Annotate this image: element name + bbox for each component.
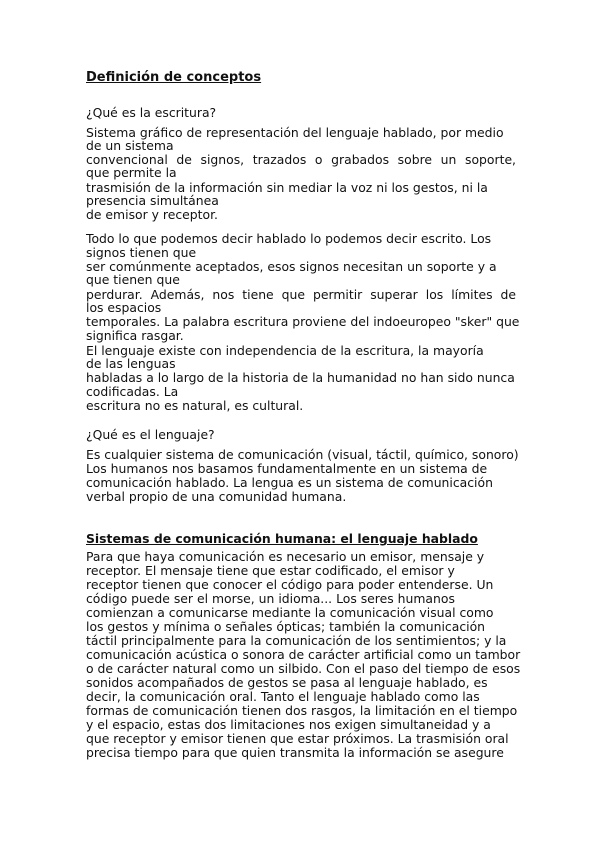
text-line: perdurar. Además, nos tiene que permitir superar los límites de bbox=[86, 287, 516, 302]
text-line: escritura no es natural, es cultural. bbox=[86, 398, 304, 413]
text-line: de emisor y receptor. bbox=[86, 207, 218, 222]
text-line: que permite la bbox=[86, 165, 177, 180]
question-lenguaje: ¿Qué es el lenguaje? bbox=[86, 427, 215, 442]
text-line: ser comúnmente aceptados, esos signos necesitan un soporte y a bbox=[86, 259, 497, 274]
text-line: que tienen que bbox=[86, 272, 180, 287]
page-title: Definición de conceptos bbox=[86, 70, 262, 85]
text-line: de las lenguas bbox=[86, 356, 176, 371]
text-line: formas de comunicación tienen dos rasgos, la limitación en el tiempo bbox=[86, 703, 518, 718]
text-line: signos tienen que bbox=[86, 245, 197, 260]
text-line: codificadas. La bbox=[86, 384, 179, 399]
text-line: verbal propio de una comunidad humana. bbox=[86, 489, 347, 504]
text-line: comunicación acústica o sonora de carácter artificial como un tambor bbox=[86, 647, 521, 662]
text-line: receptor tienen que conocer el código para poder entenderse. Un bbox=[86, 577, 494, 592]
text-line: comienzan a comunicarse mediante la comunicación visual como bbox=[86, 605, 494, 620]
text-line: El lenguaje existe con independencia de la escritura, la mayoría bbox=[86, 343, 484, 358]
text-line: Para que haya comunicación es necesario un emisor, mensaje y bbox=[86, 549, 485, 564]
text-line: Los humanos nos basamos fundamentalmente en un sistema de bbox=[86, 461, 488, 476]
text-line: habladas a lo largo de la historia de la humanidad no han sido nunca bbox=[86, 370, 515, 385]
text-line: táctil principalmente para la comunicación de los sentimientos; y la bbox=[86, 633, 507, 648]
text-line: presencia simultánea bbox=[86, 193, 219, 208]
question-escritura: ¿Qué es la escritura? bbox=[86, 105, 217, 120]
text-line: decir, la comunicación oral. Tanto el lenguaje hablado como las bbox=[86, 689, 480, 704]
text-line: los gestos y mínima o señales ópticas; también la comunicación bbox=[86, 619, 486, 634]
text-line: comunicación hablado. La lengua es un sistema de comunicación bbox=[86, 475, 493, 490]
text-line: código puede ser el morse, un idioma... Los seres humanos bbox=[86, 591, 455, 606]
text-line: trasmisión de la información sin mediar la voz ni los gestos, ni la bbox=[86, 180, 488, 195]
text-line: Todo lo que podemos decir hablado lo podemos decir escrito. Los bbox=[86, 231, 492, 246]
text-line: sonidos acompañados de gestos se pasa al lenguaje hablado, es bbox=[86, 675, 488, 690]
text-line: temporales. La palabra escritura proviene del indoeuropeo "sker" que bbox=[86, 314, 520, 329]
text-line: receptor. El mensaje tiene que estar codificado, el emisor y bbox=[86, 563, 455, 578]
text-line: convencional de signos, trazados o grabados sobre un soporte, bbox=[86, 152, 516, 167]
text-line: y el espacio, estas dos limitaciones nos exigen simultaneidad y a bbox=[86, 717, 491, 732]
text-line: significa rasgar. bbox=[86, 328, 184, 343]
text-line: Es cualquier sistema de comunicación (visual, táctil, químico, sonoro) bbox=[86, 447, 519, 462]
text-line: que receptor y emisor tienen que estar próximos. La trasmisión oral bbox=[86, 731, 509, 746]
text-line: precisa tiempo para que quien transmita la información se asegure bbox=[86, 745, 504, 760]
text-line: de un sistema bbox=[86, 138, 174, 153]
text-line: Sistema gráfico de representación del lenguaje hablado, por medio bbox=[86, 125, 504, 140]
section-heading: Sistemas de comunicación humana: el lenguaje hablado bbox=[86, 531, 478, 546]
text-line: o de carácter natural como un silbido. Con el paso del tiempo de esos bbox=[86, 661, 521, 676]
text-line: los espacios bbox=[86, 300, 162, 315]
